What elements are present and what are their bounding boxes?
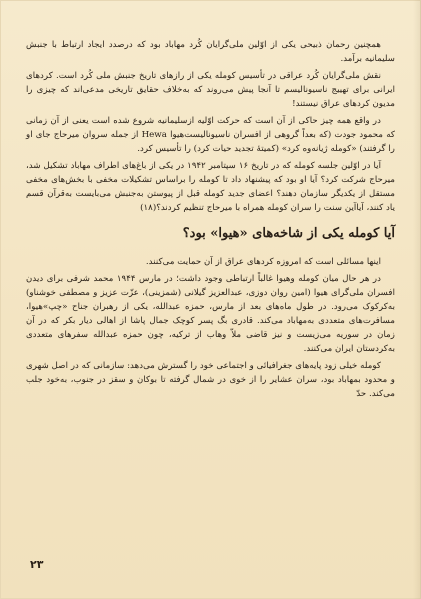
paragraph: در واقع همه چیز حاکی از آن است که حرکت اوّلیه ازسلیمانیه شروع شده است یعنی از آن زمانی که محمود جودت (که بعداً گروهی از افسران ناسیونالیست‌هیوا Hewa از جمله سروان میرحاج جای او را گرفتند) «کومله ژیانه‌وه کرد» (کمیتهٔ تجدید حیات کرد) را تأسیس کرد.	[26, 116, 395, 154]
paragraph: در هر حال میان کومله وهیوا غالباً ارتباطی وجود داشت؛ در مارس ۱۹۴۴ محمد شرفی برای دیدن افسران ملی‌گرای هیوا (امین روان دوزی، عبدالعزیز گیلانی (شمزینی)، عزّت عزیز و مصطفی خوشناو) به‌کرکوک می‌رود. در طول ماه‌های بعد از مارس، حمزه عبدالله، یکی از رهبران جناح «چپ»هیوا، مسافرت‌های متعددی به‌مهاباد می‌کند. قادری بگ پسر کوچک جمال پاشا از اهالی دیار بکر که در آن زمان در سوریه می‌زیست و نیز قاضی ملاّ وهاب از ترکیه، چون حمزه عبدالله سفرهای متعددی به‌کردستان ایران می‌کنند.	[26, 274, 395, 354]
spine-shadow	[413, 0, 421, 599]
page-text	[26, 38, 395, 404]
section-heading: آیا کومله یکی از شاخه‌های «هیوا» بود؟	[182, 226, 395, 241]
paragraph: نقش ملی‌گرایان کُرد عراقی در تأسیس کومله یکی از رازهای تاریخ جنبش ملی کُرد است. کردهای ایرانی برای تهییج ناسیونالیسم تا آنجا پیش می‌روند که به‌خلاف حقایق تاریخی مدعی‌اند که چیزی را مدیون کردهای عراق نیستند!	[26, 71, 395, 109]
paragraph: کومله خیلی زود پایه‌های جغرافیائی و اجتماعی خود را گسترش می‌دهد: سازمانی که در اصل شهری و محدود بمهاباد بود، سران عشایر را از خوی در شمال گرفته تا بوکان و سقز در جنوب، به‌خود جلب می‌کند. حدّ	[26, 361, 395, 399]
paragraph: اینها مسائلی است که امروزه کردهای عراق از آن حمایت می‌کنند.	[145, 257, 381, 267]
paragraph: همچنین رحمان ذبیحی یکی از اوّلین ملی‌گرایان کُرد مهاباد بود که درصدد ایجاد ارتباط با جنبش سلیمانیه برآمد.	[26, 40, 395, 64]
paragraph: آیا در اوّلین جلسه کومله که در تاریخ ۱۶ سپتامبر ۱۹۴۲ در یکی از باغ‌های اطراف مهاباد تشکیل شد، میرحاج شرکت کرد؟ آیا او بود که پیشنهاد داد تا کومله را براساس تشکیلات مخفی با بخش‌های مخفی مستقل از یکدیگر سازمان دهند؟ اعضای جدید کومله قبل از پیوستن به‌جنبش می‌بایست به‌قرآن قسم یاد کنند، آیاآین سنت را سران کومله همراه با میرحاج تنظیم کردند؟(۱۸)	[26, 161, 395, 213]
page-number: ۲۳	[30, 558, 44, 571]
